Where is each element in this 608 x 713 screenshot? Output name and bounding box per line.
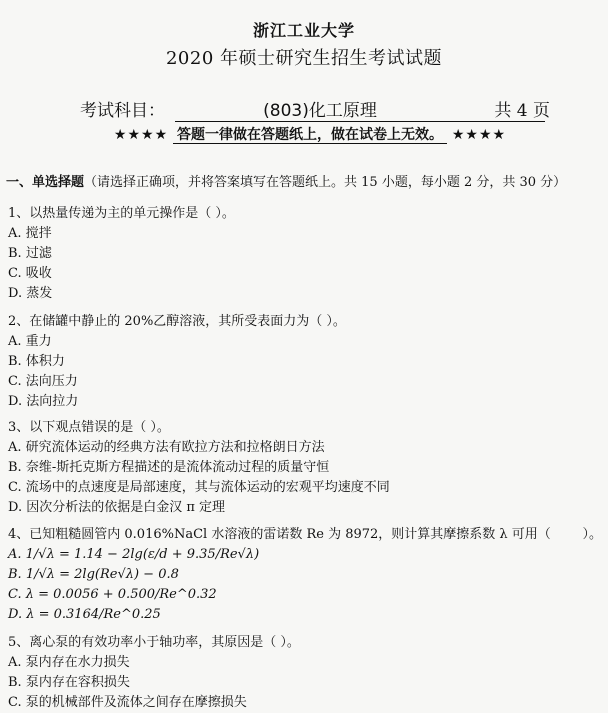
question-5 [8, 633, 608, 713]
subject-row [80, 96, 550, 120]
notice-stars-right: ★★★★ [451, 127, 507, 143]
section-instructions: （请选择正确项，并将答案填写在答题纸上。共 15 小题，每小题 2 分，共 30 分） [84, 175, 567, 190]
subject-label: 考试科目： [80, 101, 165, 121]
question-2 [8, 312, 608, 412]
notice-banner [60, 124, 560, 144]
section-title: 一、单选择题 [6, 175, 85, 190]
notice-stars-left: ★★★★ [113, 127, 169, 143]
option-b: B. 泵内存在容积损失 [8, 675, 130, 690]
question-stem: 1、以热量传递为主的单元操作是（ ）。 [8, 206, 235, 221]
question-4 [8, 525, 608, 625]
question-stem: 2、在储罐中静止的 20%乙醇溶液，其所受表面力为（ ）。 [8, 314, 346, 329]
option-d: D. 法向拉力 [8, 394, 79, 409]
notice-text: 答题一律做在答题纸上，做在试卷上无效。 [173, 127, 447, 144]
option-d: D. 因次分析法的依据是白金汉 π 定理 [8, 500, 226, 515]
subject-name: (803)化工原理 [263, 101, 377, 121]
option-d: D. λ = 0.3164/Re^0.25 [8, 607, 161, 622]
question-stem: 4、已知粗糙圆管内 0.016%NaCl 水溶液的雷诺数 Re 为 8972，则计算其摩擦系数 λ 可用（ [8, 527, 551, 542]
option-c: C. 吸收 [8, 266, 52, 281]
option-b: B. 1/√λ = 2lg(Re√λ) − 0.8 [8, 567, 179, 582]
option-c: C. 法向压力 [8, 374, 78, 389]
question-3 [8, 418, 608, 518]
page-count: 共 4 页 [490, 96, 550, 121]
section-header [6, 171, 606, 190]
question-stem-close: ）。 [582, 527, 602, 542]
question-stem-row [8, 525, 608, 545]
option-c: C. λ = 0.0056 + 0.500/Re^0.32 [8, 587, 217, 602]
university-name: 浙江工业大学 [252, 21, 355, 40]
exam-title: 2020 年硕士研究生招生考试试题 [165, 48, 443, 69]
option-a: A. 搅拌 [8, 226, 52, 241]
option-d: D. 蒸发 [8, 286, 53, 301]
option-a: A. 1/√λ = 1.14 − 2lg(ε/d + 9.35/Re√λ) [8, 547, 260, 562]
option-c: C. 流场中的点速度是局部速度，其与流体运动的宏观平均速度不同 [8, 480, 390, 495]
option-a: A. 重力 [8, 334, 52, 349]
question-1 [8, 204, 608, 304]
question-stem: 5、离心泵的有效功率小于轴功率，其原因是（ ）。 [8, 635, 300, 650]
option-b: B. 奈维-斯托克斯方程描述的是流体流动过程的质量守恒 [8, 460, 330, 475]
question-stem: 3、以下观点错误的是（ ）。 [8, 420, 170, 435]
option-a: A. 泵内存在水力损失 [8, 655, 130, 670]
option-c: C. 泵的机械部件及流体之间存在摩擦损失 [8, 695, 247, 710]
option-a: A. 研究流体运动的经典方法有欧拉方法和拉格朗日方法 [8, 440, 325, 455]
option-b: B. 过滤 [8, 246, 52, 261]
option-b: B. 体积力 [8, 354, 65, 369]
